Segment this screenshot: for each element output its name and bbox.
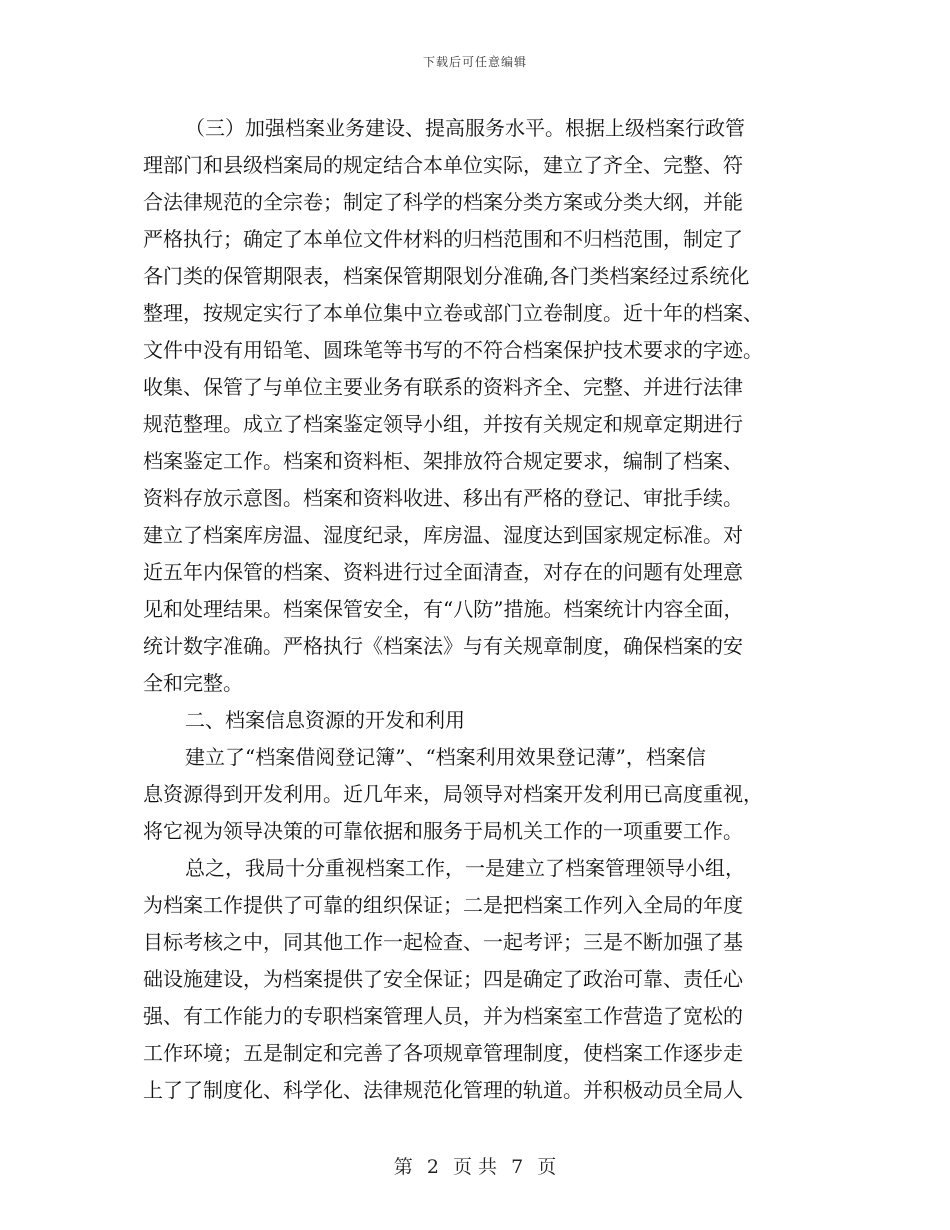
- text-line: （三）加强档案业务建设、提高服务水平。根据上级档案行政管: [185, 116, 745, 140]
- text-line: 全和完整。: [143, 671, 243, 695]
- current-page-number: 2: [426, 1156, 439, 1178]
- text-line: 各门类的保管期限表，档案保管期限划分准确,各门类档案经过系统化: [143, 264, 750, 288]
- text-line: 总之，我局十分重视档案工作，一是建立了档案管理领导小组，: [185, 856, 745, 880]
- text-line: 规范整理。成立了档案鉴定领导小组，并按有关规定和规章定期进行: [143, 412, 743, 436]
- text-line: 文件中没有用铅笔、圆珠笔等书写的不符合档案保护技术要求的字迹。: [143, 338, 763, 362]
- text-line: 统计数字准确。严格执行《档案法》与有关规章制度，确保档案的安: [143, 634, 743, 658]
- footer-suffix: 页: [537, 1156, 557, 1178]
- text-line: 建立了“档案借阅登记簿”、“档案利用效果登记薄”，档案信: [185, 745, 706, 769]
- page-footer: [0, 1152, 950, 1179]
- footer-prefix: 第: [393, 1156, 413, 1178]
- total-page-count: 7: [511, 1156, 524, 1178]
- text-line: 合法律规范的全宗卷；制定了科学的档案分类方案或分类大纲，并能: [143, 190, 743, 214]
- text-line: 工作环境；五是制定和完善了各项规章管理制度，使档案工作逐步走: [143, 1041, 743, 1065]
- text-line: 二、档案信息资源的开发和利用: [185, 708, 465, 732]
- footer-middle: 页 共: [452, 1156, 498, 1178]
- text-line: 上了了制度化、科学化、法律规范化管理的轨道。并积极动员全局人: [143, 1078, 743, 1102]
- text-line: 见和处理结果。档案保管安全，有“八防”措施。档案统计内容全面，: [143, 597, 744, 621]
- text-line: 础设施建设，为档案提供了安全保证；四是确定了政治可靠、责任心: [143, 967, 743, 991]
- text-line: 严格执行；确定了本单位文件材料的归档范围和不归档范围，制定了: [143, 227, 743, 251]
- text-line: 将它视为领导决策的可靠依据和服务于局机关工作的一项重要工作。: [143, 819, 743, 843]
- text-line: 强、有工作能力的专职档案管理人员，并为档案室工作营造了宽松的: [143, 1004, 743, 1028]
- text-line: 近五年内保管的档案、资料进行过全面清查，对存在的问题有处理意: [143, 560, 743, 584]
- text-line: 档案鉴定工作。档案和资料柜、架排放符合规定要求，编制了档案、: [143, 449, 743, 473]
- text-line: 建立了档案库房温、湿度纪录，库房温、湿度达到国家规定标准。对: [143, 523, 743, 547]
- text-line: 目标考核之中，同其他工作一起检查、一起考评；三是不断加强了基: [143, 930, 743, 954]
- text-line: 收集、保管了与单位主要业务有联系的资料齐全、完整、并进行法律: [143, 375, 743, 399]
- text-line: 为档案工作提供了可靠的组织保证；二是把档案工作列入全局的年度: [143, 893, 743, 917]
- text-line: 整理，按规定实行了本单位集中立卷或部门立卷制度。近十年的档案、: [143, 301, 763, 325]
- text-line: 理部门和县级档案局的规定结合本单位实际，建立了齐全、完整、符: [143, 153, 743, 177]
- text-line: 息资源得到开发利用。近几年来，局领导对档案开发利用已高度重视，: [143, 782, 763, 806]
- document-body: [143, 110, 811, 1109]
- text-line: 资料存放示意图。档案和资料收进、移出有严格的登记、审批手续。: [143, 486, 743, 510]
- header-note: 下载后可任意编辑: [422, 55, 527, 69]
